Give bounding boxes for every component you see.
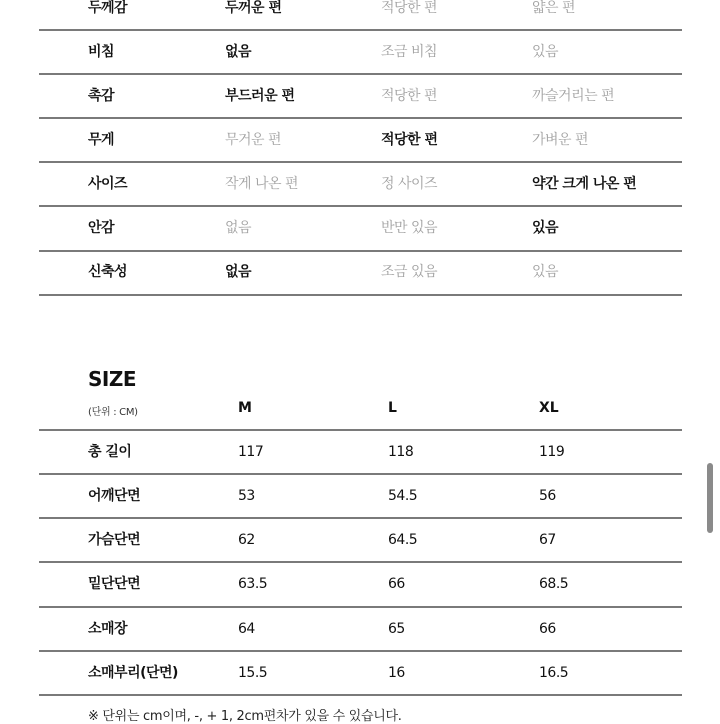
option: 까슬거리는 편: [532, 88, 615, 104]
column-header-l: L: [388, 400, 397, 416]
fabric-row-lining: [0, 213, 720, 243]
column-header-xl: XL: [539, 400, 559, 416]
measurement-label: 밑단단면: [88, 576, 141, 592]
divider: [39, 606, 682, 608]
option-selected: 적당한 편: [381, 132, 438, 148]
value-l: 118: [388, 444, 414, 460]
value-xl: 68.5: [539, 576, 569, 592]
attribute-label: 무게: [88, 132, 115, 148]
value-xl: 66: [539, 621, 556, 637]
divider: [39, 650, 682, 652]
fabric-row-stretch: [0, 257, 720, 287]
option: 없음: [225, 220, 252, 236]
option: 적당한 편: [381, 0, 438, 16]
option: 얇은 편: [532, 0, 576, 16]
column-header-m: M: [238, 400, 252, 416]
value-m: 64: [238, 621, 255, 637]
divider: [39, 161, 682, 163]
attribute-label: 사이즈: [88, 176, 128, 192]
value-l: 16: [388, 665, 405, 681]
measurement-label: 소매장: [88, 621, 128, 637]
value-xl: 16.5: [539, 665, 569, 681]
option-selected: 없음: [225, 264, 252, 280]
value-m: 53: [238, 488, 255, 504]
table-row: [0, 614, 720, 644]
divider: [39, 694, 682, 696]
divider: [39, 473, 682, 475]
value-xl: 119: [539, 444, 565, 460]
attribute-label: 촉감: [88, 88, 115, 104]
option-selected: 없음: [225, 44, 252, 60]
fabric-row-fit: [0, 169, 720, 199]
option: 작게 나온 편: [225, 176, 299, 192]
value-xl: 67: [539, 532, 556, 548]
fabric-row-texture: [0, 81, 720, 111]
attribute-label: 안감: [88, 220, 115, 236]
size-title: SIZE: [88, 367, 137, 391]
value-xl: 56: [539, 488, 556, 504]
attribute-label: 두께감: [88, 0, 128, 16]
option: 가벼운 편: [532, 132, 589, 148]
option: 있음: [532, 264, 559, 280]
unit-label: (단위 : CM): [88, 407, 138, 418]
fabric-row-thickness: [0, 0, 720, 23]
measurement-label: 소매부리(단면): [88, 665, 178, 681]
option: 반만 있음: [381, 220, 438, 236]
measurement-label: 어깨단면: [88, 488, 141, 504]
divider: [39, 429, 682, 431]
attribute-label: 신축성: [88, 264, 128, 280]
option-selected: 두꺼운 편: [225, 0, 282, 16]
divider: [39, 294, 682, 296]
value-m: 62: [238, 532, 255, 548]
option: 정 사이즈: [381, 176, 438, 192]
value-m: 63.5: [238, 576, 268, 592]
option: 무거운 편: [225, 132, 282, 148]
option: 적당한 편: [381, 88, 438, 104]
value-l: 66: [388, 576, 405, 592]
attribute-label: 비침: [88, 44, 115, 60]
table-row: [0, 658, 720, 688]
table-row: [0, 525, 720, 555]
divider: [39, 205, 682, 207]
value-l: 64.5: [388, 532, 418, 548]
scrollbar-thumb[interactable]: [707, 463, 713, 533]
value-m: 117: [238, 444, 264, 460]
option: 있음: [532, 44, 559, 60]
divider: [39, 73, 682, 75]
divider: [39, 517, 682, 519]
divider: [39, 250, 682, 252]
value-l: 54.5: [388, 488, 418, 504]
value-l: 65: [388, 621, 405, 637]
divider: [39, 29, 682, 31]
option-selected: 있음: [532, 220, 559, 236]
option-selected: 약간 크게 나온 편: [532, 176, 637, 192]
table-row: [0, 569, 720, 599]
measurement-label: 총 길이: [88, 444, 132, 460]
option-selected: 부드러운 편: [225, 88, 295, 104]
size-note: ※ 단위는 cm이며, -, + 1, 2cm편차가 있을 수 있습니다.: [88, 709, 402, 724]
table-row: [0, 481, 720, 511]
fabric-row-sheerness: [0, 37, 720, 67]
option: 조금 있음: [381, 264, 438, 280]
value-m: 15.5: [238, 665, 268, 681]
measurement-label: 가슴단면: [88, 532, 141, 548]
table-row: [0, 437, 720, 467]
divider: [39, 561, 682, 563]
divider: [39, 117, 682, 119]
fabric-row-weight: [0, 125, 720, 155]
option: 조금 비침: [381, 44, 438, 60]
